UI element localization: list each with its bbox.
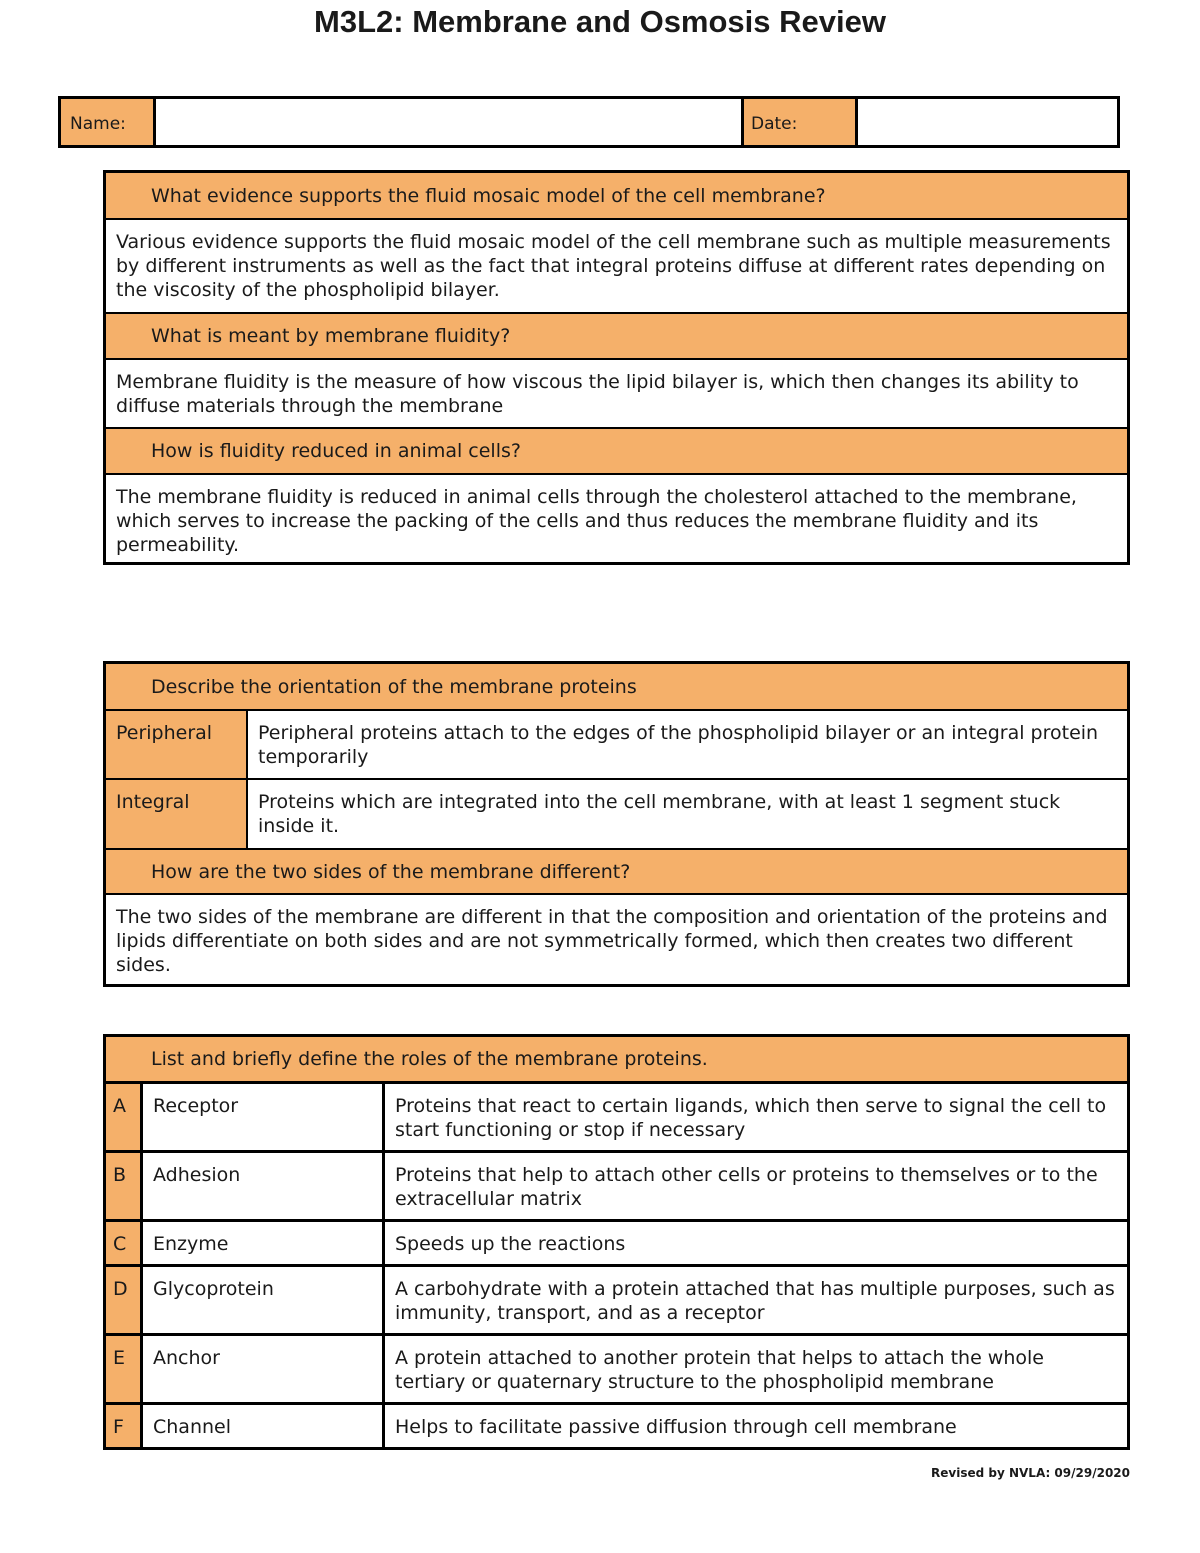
role-name-receptor: Receptor (153, 1095, 239, 1117)
role-name-enzyme: Enzyme (153, 1233, 229, 1255)
label-peripheral: Peripheral (106, 711, 246, 778)
letter-e: E (106, 1336, 140, 1402)
label-integral: Integral (106, 780, 246, 848)
name-label: Name: (61, 99, 153, 145)
role-name-anchor: Anchor (153, 1347, 220, 1369)
role-def-enzyme: Speeds up the reactions (395, 1233, 626, 1255)
page-title: M3L2: Membrane and Osmosis Review (314, 4, 886, 39)
answer-two-sides: The two sides of the membrane are different in that the composition and orientation of the proteins and lipids differentiate on both sides and are not symmetrically formed, which then creates two different sides. (116, 906, 1108, 976)
question-membrane-fluidity: What is meant by membrane fluidity? (106, 314, 1127, 358)
revision-note: Revised by NVLA: 09/29/2020 (931, 1466, 1130, 1480)
text-integral: Proteins which are integrated into the cell membrane, with at least 1 segment stuck inside it. (258, 791, 1061, 837)
name-date-table (58, 96, 1120, 148)
date-label: Date: (744, 99, 855, 145)
question-fluidity-reduced: How is fluidity reduced in animal cells? (106, 429, 1127, 473)
answer-fluidity-reduced: The membrane fluidity is reduced in animal cells through the cholesterol attached to the membrane, which serves to increase the packing of the cells and thus reduces the membrane fluidity and its permeability. (116, 486, 1077, 556)
role-def-anchor: A protein attached to another protein that helps to attach the whole tertiary or quaternary structure to the phospholipid membrane (395, 1347, 1044, 1393)
letter-b: B (106, 1153, 140, 1219)
answer-fluid-mosaic: Various evidence supports the fluid mosaic model of the cell membrane such as multiple measurements by different instruments as well as the fact that integral proteins diffuse at different rates depending on the viscosity of the phospholipid bilayer. (116, 231, 1111, 301)
question-two-sides: How are the two sides of the membrane different? (106, 850, 1127, 893)
question-protein-roles: List and briefly define the roles of the membrane proteins. (106, 1037, 1127, 1081)
answer-membrane-fluidity: Membrane fluidity is the measure of how viscous the lipid bilayer is, which then changes its ability to diffuse materials through the membrane (116, 371, 1079, 417)
question-fluid-mosaic: What evidence supports the fluid mosaic model of the cell membrane? (106, 173, 1127, 218)
text-peripheral: Peripheral proteins attach to the edges of the phospholipid bilayer or an integral protein temporarily (258, 722, 1099, 768)
membrane-protein-roles-table (103, 1034, 1130, 1450)
role-def-channel: Helps to facilitate passive diffusion through cell membrane (395, 1416, 957, 1438)
name-field[interactable] (156, 99, 741, 145)
role-def-adhesion: Proteins that help to attach other cells or proteins to themselves or to the extracellular matrix (395, 1164, 1098, 1210)
date-field[interactable] (858, 99, 1117, 145)
letter-c: C (106, 1222, 140, 1264)
letter-a: A (106, 1084, 140, 1150)
letter-d: D (106, 1267, 140, 1333)
membrane-protein-orientation-table (103, 661, 1130, 987)
role-name-channel: Channel (153, 1416, 232, 1438)
role-def-receptor: Proteins that react to certain ligands, which then serve to signal the cell to start functioning or stop if necessary (395, 1095, 1107, 1141)
question-orientation: Describe the orientation of the membrane proteins (106, 664, 1127, 709)
role-def-glycoprotein: A carbohydrate with a protein attached that has multiple purposes, such as immunity, transport, and as a receptor (395, 1278, 1115, 1324)
fluid-mosaic-table (103, 170, 1130, 565)
role-name-adhesion: Adhesion (153, 1164, 241, 1186)
letter-f: F (106, 1405, 140, 1447)
role-name-glycoprotein: Glycoprotein (153, 1278, 274, 1300)
